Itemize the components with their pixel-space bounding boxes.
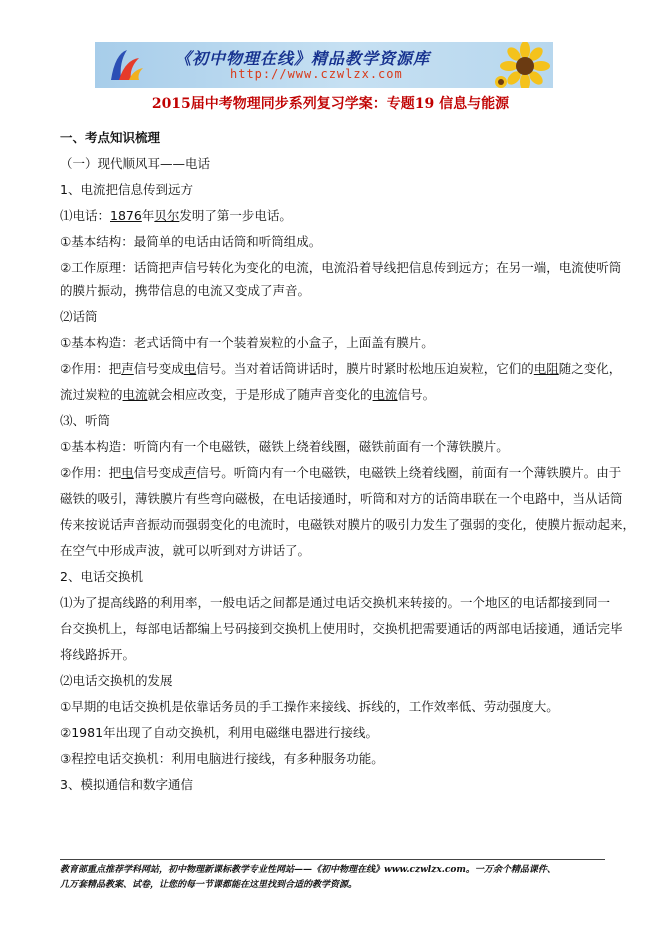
paragraph-line: 3、模拟通信和数字通信 bbox=[60, 777, 193, 792]
text-run: 流过炭粒的 bbox=[60, 387, 123, 402]
paragraph-line bbox=[60, 464, 621, 482]
paragraph-line: 2、电话交换机 bbox=[60, 569, 143, 584]
paragraph-line: ⑵话筒 bbox=[60, 309, 98, 324]
paragraph-line: 1、电流把信息传到远方 bbox=[60, 182, 193, 197]
paragraph-line: 磁铁的吸引，薄铁膜片有些弯向磁极，在电话接通时，听筒和对方的话筒串联在一个电路中，当从话筒 bbox=[60, 491, 623, 506]
text-run: 信号变成 bbox=[133, 465, 184, 480]
site-logo-icon bbox=[105, 46, 145, 84]
underlined-text: 1876 bbox=[110, 208, 142, 223]
paragraph-line: ①基本构造：老式话筒中有一个装着炭粒的小盒子，上面盖有膜片。 bbox=[60, 335, 434, 350]
text-run: 信号变成 bbox=[133, 361, 184, 376]
page-footer bbox=[60, 859, 605, 893]
text-run: 信号。 bbox=[397, 387, 436, 402]
underlined-text: 贝尔 bbox=[154, 208, 180, 223]
underlined-text: 电流 bbox=[372, 387, 398, 402]
text-run: ②作用：把 bbox=[60, 465, 122, 480]
paragraph-line: 将线路拆开。 bbox=[60, 647, 136, 662]
underlined-text: 电 bbox=[121, 465, 134, 480]
text-run: 就会相应改变，于是形成了随声音变化的 bbox=[147, 387, 373, 402]
paragraph-line: ①基本结构：最简单的电话由话筒和听筒组成。 bbox=[60, 234, 322, 249]
banner-url: http://www.czwlzx.com bbox=[230, 67, 403, 81]
underlined-text: 电 bbox=[183, 361, 197, 376]
underlined-text: 声 bbox=[121, 361, 134, 376]
footer-line: 教育部重点推荐学科网站，初中物理新课标教学专业性网站——《初中物理在线》www.czwlzx.com。一万余个精品课件、 bbox=[60, 865, 556, 875]
underlined-text: 声 bbox=[183, 465, 197, 480]
paragraph-line bbox=[60, 360, 621, 378]
paragraph-line: ②工作原理：话筒把声信号转化为变化的电流，电流沿着导线把信息传到远方；在另一端，电流使听筒 bbox=[60, 260, 622, 275]
paragraph-line: ⑴为了提高线路的利用率，一般电话之间都是通过电话交换机来转接的。一个地区的电话都接到同一 bbox=[60, 595, 611, 610]
header-banner bbox=[95, 42, 553, 88]
paragraph-line: 在空气中形成声波，就可以听到对方讲话了。 bbox=[60, 543, 311, 558]
section-heading: 一、考点知识梳理 bbox=[60, 130, 161, 145]
paragraph-line: ①早期的电话交换机是依靠话务员的手工操作来接线、拆线的，工作效率低、劳动强度大。 bbox=[60, 699, 559, 714]
underlined-text: 电阻 bbox=[533, 361, 559, 376]
subsection-heading: （一）现代顺风耳——电话 bbox=[60, 156, 211, 171]
paragraph-line: ⑵电话交换机的发展 bbox=[60, 673, 173, 688]
text-run: 信号。听筒内有一个电磁铁，电磁铁上绕着线圈，前面有一个薄铁膜片。由于 bbox=[196, 465, 622, 480]
paragraph-line: ②1981年出现了自动交换机，利用电磁继电器进行接线。 bbox=[60, 725, 379, 740]
paragraph-line: 台交换机上，每部电话都编上号码接到交换机上使用时，交换机把需要通话的两部电话接通，通话完毕 bbox=[60, 621, 623, 636]
paragraph-line bbox=[60, 386, 435, 404]
document-title: 2015届中考物理同步系列复习学案：专题19 信息与能源 bbox=[151, 96, 510, 112]
sunflower-icon bbox=[493, 42, 553, 88]
footer-line: 几万套精品教案、试卷，让您的每一节课都能在这里找到合适的教学资源。 bbox=[60, 880, 358, 890]
text-run: 年 bbox=[141, 208, 155, 223]
paragraph-line: 的膜片振动，携带信息的电流又变成了声音。 bbox=[60, 283, 311, 298]
text-run: ②作用：把 bbox=[60, 361, 122, 376]
text-run: 随之变化， bbox=[558, 361, 622, 376]
text-run: 信号。当对着话筒讲话时，膜片时紧时松地压迫炭粒，它们的 bbox=[196, 361, 534, 376]
text-run: 发明了第一步电话。 bbox=[179, 208, 292, 223]
underlined-text: 电流 bbox=[122, 387, 148, 402]
paragraph-line bbox=[60, 207, 292, 225]
paragraph-line: ①基本构造：听筒内有一个电磁铁，磁铁上绕着线圈，磁铁前面有一个薄铁膜片。 bbox=[60, 439, 509, 454]
paragraph-line: 传来按说话声音振动而强弱变化的电流时，电磁铁对膜片的吸引力发生了强弱的变化，使膜片振动起来， bbox=[60, 517, 636, 532]
text-run: ⑴电话： bbox=[60, 208, 111, 223]
paragraph-line: ③程控电话交换机：利用电脑进行接线，有多种服务功能。 bbox=[60, 751, 384, 766]
paragraph-line: ⑶、听筒 bbox=[60, 413, 111, 428]
banner-title: 《初中物理在线》精品教学资源库 bbox=[175, 49, 431, 68]
